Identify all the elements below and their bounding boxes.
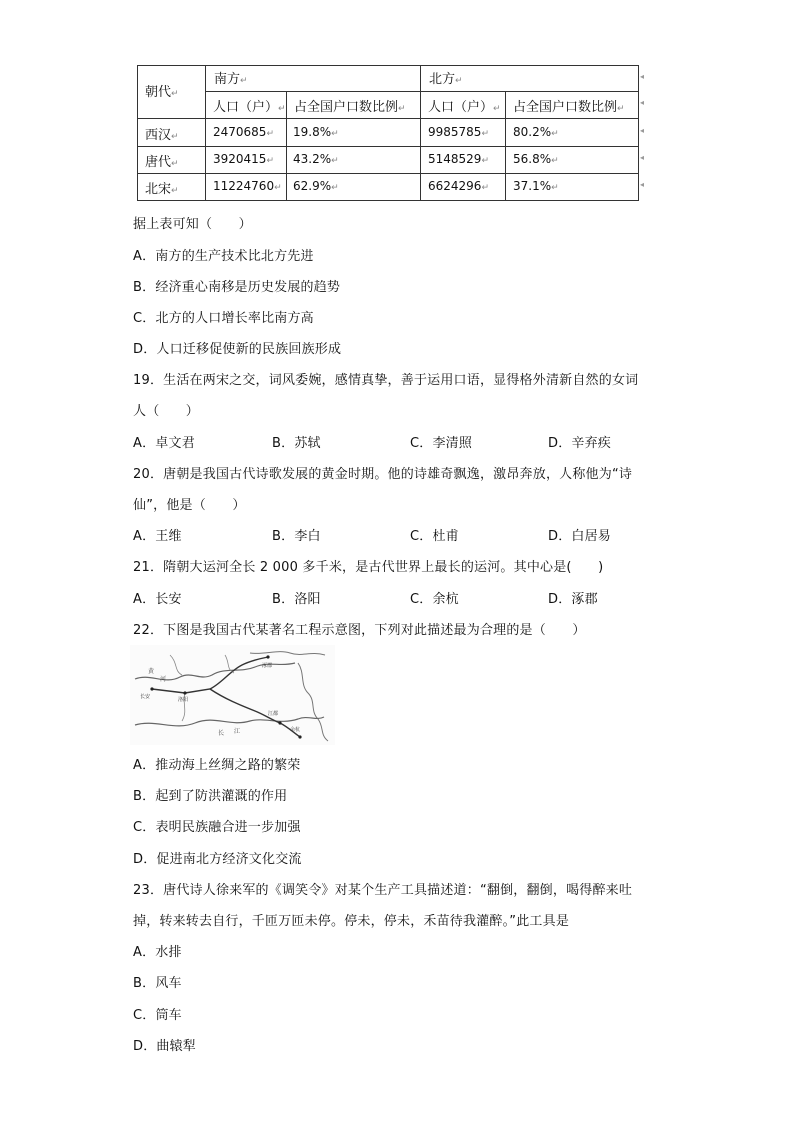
city-marker <box>266 655 269 658</box>
header-south: 南方↵ <box>214 72 248 87</box>
q22-option-b[interactable]: B．起到了防洪灌溉的作用 <box>133 789 288 804</box>
map-label-zhuojun: 涿郡 <box>262 663 273 669</box>
row-north-ratio: 80.2%↵ <box>513 125 559 139</box>
q18-stem: 据上表可知（ ） <box>133 217 252 232</box>
row-north-pop: 5148529↵ <box>428 152 489 166</box>
table-border-top <box>137 65 639 66</box>
map-label-changan: 长安 <box>140 694 151 700</box>
row-end-marker: ◂ <box>640 72 645 81</box>
q22-option-c[interactable]: C．表明民族融合进一步加强 <box>133 820 301 835</box>
q20-stem-line1: 20．唐朝是我国古代诗歌发展的黄金时期。他的诗雄奇飘逸，激昂奔放，人称他为“诗 <box>133 467 633 482</box>
population-table <box>137 65 639 201</box>
table-rule <box>137 146 639 147</box>
row-south-ratio: 62.9%↵ <box>293 179 339 193</box>
q21-option-d[interactable]: D．涿郡 <box>548 592 598 607</box>
map-label-river: 长 <box>218 730 225 737</box>
q23-option-d[interactable]: D．曲辕犁 <box>133 1039 197 1054</box>
city-marker <box>150 687 153 690</box>
row-north-pop: 9985785↵ <box>428 125 489 139</box>
subheader-south-ratio: 占全国户口数比例↵ <box>294 100 406 115</box>
row-end-marker: ◂ <box>640 180 645 189</box>
q23-option-a[interactable]: A．水排 <box>133 945 182 960</box>
q23-option-b[interactable]: B．风车 <box>133 976 182 991</box>
table-rule <box>137 118 639 119</box>
q20-stem-line2: 仙”，他是（ ） <box>133 498 246 513</box>
q22-option-a[interactable]: A．推动海上丝绸之路的繁荣 <box>133 758 301 773</box>
q22-stem: 22．下图是我国古代某著名工程示意图，下列对此描述最为合理的是（ ） <box>133 623 586 638</box>
table-rule <box>137 173 639 174</box>
table-border-right <box>638 65 639 201</box>
map-label-river: 江 <box>234 728 241 735</box>
header-north: 北方↵ <box>429 72 463 87</box>
q20-option-b[interactable]: B．李白 <box>272 529 321 544</box>
q19-option-d[interactable]: D．辛弃疾 <box>548 436 612 451</box>
q18-option-d[interactable]: D．人口迁移促使新的民族回族形成 <box>133 342 342 357</box>
q21-stem: 21．隋朝大运河全长 2 000 多千米，是古代世界上最长的运河。其中心是( ) <box>133 560 604 575</box>
q21-option-c[interactable]: C．余杭 <box>410 592 459 607</box>
city-marker <box>278 721 281 724</box>
row-south-pop: 3920415↵ <box>213 152 274 166</box>
q19-option-a[interactable]: A．卓文君 <box>133 436 195 451</box>
q23-stem-line2: 掉，转来转去自行，千匝万匝未停。停未，停未，禾苗待我灌醉。”此工具是 <box>133 914 570 929</box>
row-north-ratio: 37.1%↵ <box>513 179 559 193</box>
map-drawing <box>130 645 335 745</box>
q20-option-a[interactable]: A．王维 <box>133 529 182 544</box>
q18-option-a[interactable]: A．南方的生产技术比北方先进 <box>133 249 314 264</box>
city-marker <box>183 691 186 694</box>
table-rule <box>205 65 206 201</box>
q18-option-c[interactable]: C．北方的人口增长率比南方高 <box>133 311 314 326</box>
q19-option-b[interactable]: B．苏轼 <box>272 436 321 451</box>
q19-stem-line2: 人（ ） <box>133 404 200 419</box>
table-border-bottom <box>137 200 639 201</box>
map-label-yuhang: 余杭 <box>290 727 301 733</box>
row-end-marker: ◂ <box>640 126 645 135</box>
map-label-jiangdu: 江都 <box>268 711 279 717</box>
row-end-marker: ◂ <box>640 153 645 162</box>
q23-stem-line1: 23．唐代诗人徐来军的《调笑令》对某个生产工具描述道：“翻倒，翻倒，喝得醉来吐 <box>133 883 633 898</box>
row-dynasty: 唐代↵ <box>145 155 179 170</box>
header-dynasty: 朝代↵ <box>145 85 179 100</box>
q19-stem-line1: 19．生活在两宋之交，词风委婉，感情真挚，善于运用口语，显得格外清新自然的女词 <box>133 373 639 388</box>
grand-canal-map <box>130 645 335 745</box>
row-dynasty: 北宋↵ <box>145 182 179 197</box>
map-label-luoyang: 洛阳 <box>178 697 189 703</box>
row-south-ratio: 43.2%↵ <box>293 152 339 166</box>
table-border-left <box>137 65 138 201</box>
row-south-pop: 11224760↵ <box>213 179 282 193</box>
row-end-marker: ◂ <box>640 98 645 107</box>
subheader-north-ratio: 占全国户口数比例↵ <box>513 100 625 115</box>
row-south-ratio: 19.8%↵ <box>293 125 339 139</box>
row-north-ratio: 56.8%↵ <box>513 152 559 166</box>
q20-option-d[interactable]: D．白居易 <box>548 529 612 544</box>
map-label-river: 黄 <box>148 668 155 675</box>
q21-option-b[interactable]: B．洛阳 <box>272 592 321 607</box>
row-north-pop: 6624296↵ <box>428 179 489 193</box>
row-dynasty: 西汉↵ <box>145 128 179 143</box>
city-marker <box>298 735 301 738</box>
row-south-pop: 2470685↵ <box>213 125 274 139</box>
table-rule <box>505 91 506 201</box>
table-rule <box>420 65 421 201</box>
q20-option-c[interactable]: C．杜甫 <box>410 529 459 544</box>
q23-option-c[interactable]: C．筒车 <box>133 1008 182 1023</box>
table-rule <box>205 91 639 92</box>
subheader-north-pop: 人口（户）↵ <box>428 100 501 115</box>
map-label-river: 河 <box>160 676 167 683</box>
table-rule <box>286 91 287 201</box>
subheader-south-pop: 人口（户）↵ <box>213 100 286 115</box>
q22-option-d[interactable]: D．促进南北方经济文化交流 <box>133 852 302 867</box>
q19-option-c[interactable]: C．李清照 <box>410 436 473 451</box>
q18-option-b[interactable]: B．经济重心南移是历史发展的趋势 <box>133 280 341 295</box>
q21-option-a[interactable]: A．长安 <box>133 592 182 607</box>
